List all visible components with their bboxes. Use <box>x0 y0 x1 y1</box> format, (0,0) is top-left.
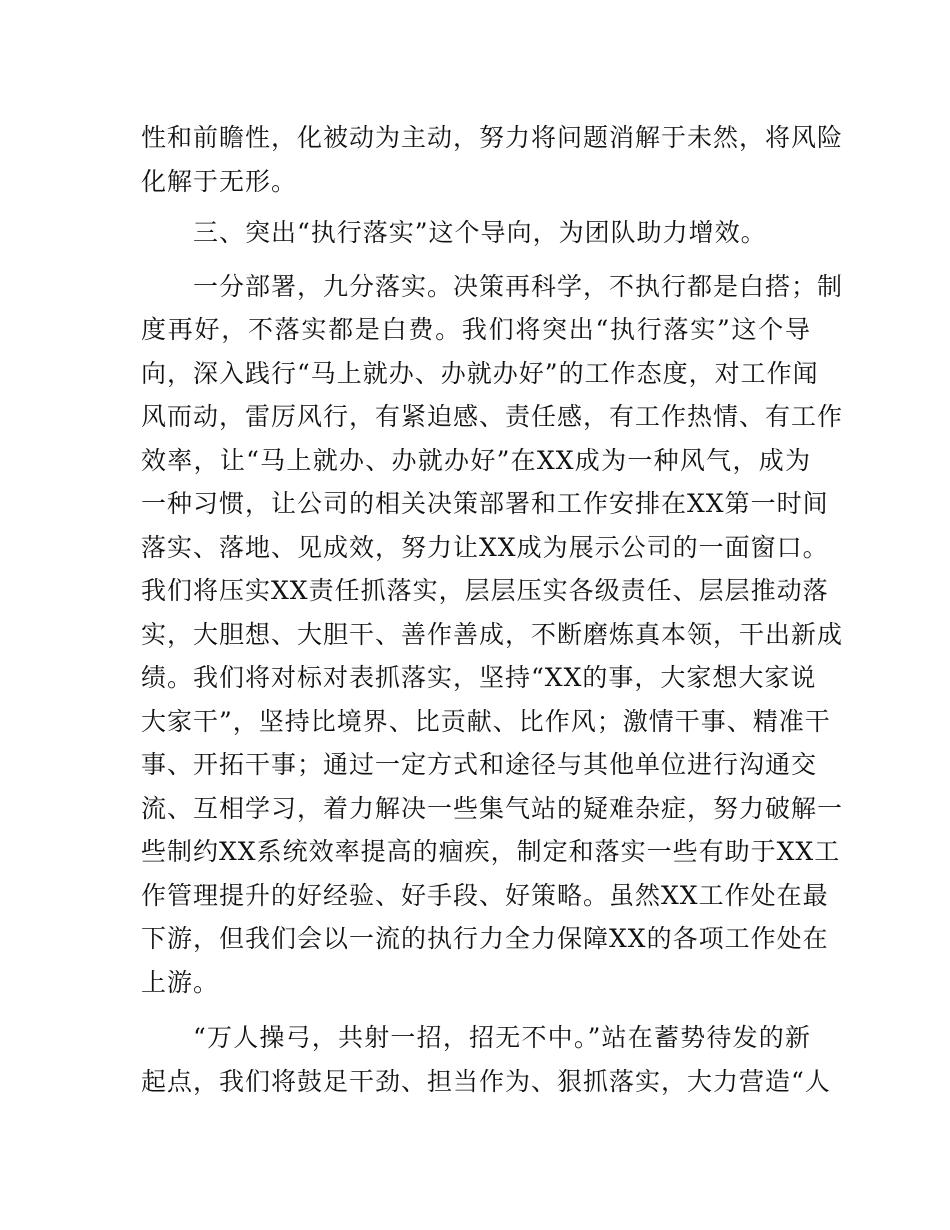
text-line: 事、开拓干事；通过一定方式和途径与其他单位进行沟通交 <box>141 750 818 779</box>
text-line: 绩。我们将对标对表抓落实，坚持“XX的事，大家想大家说 <box>141 663 817 692</box>
text-line: 一种习惯，让公司的相关决策部署和工作安排在XX第一时间 <box>141 489 829 518</box>
text-line: 起点，我们将鼓足干劲、担当作为、狠抓落实，大力营造“人 <box>141 1066 831 1096</box>
document-page <box>141 116 844 1103</box>
text-line: 上游。 <box>141 967 220 997</box>
text-line: 性和前瞻性，化被动为主动，努力将问题消解于未然，将风险 <box>141 123 844 152</box>
text-line: 化解于无形。 <box>141 166 298 196</box>
heading-text: 三、突出“执行落实”这个导向，为团队助力增效。 <box>193 218 767 247</box>
text-line: 实，大胆想、大胆干、善作善成，不断磨炼真本领，干出新成 <box>141 619 844 649</box>
text-line: 一分部署，九分落实。决策再科学，不执行都是白搭；制 <box>193 271 844 301</box>
text-line: 流、互相学习，着力解决一些集气站的疑难杂症，努力破解一 <box>141 793 844 823</box>
text-line: 落实、落地、见成效，努力让XX成为展示公司的一面窗口。 <box>141 532 829 562</box>
paragraph-2 <box>141 265 844 1005</box>
paragraph-3 <box>141 1016 831 1103</box>
text-line: 作管理提升的好经验、好手段、好策略。虽然XX工作处在最 <box>141 880 829 910</box>
text-line: 度再好，不落实都是白费。我们将突出“执行落实”这个导 <box>141 315 811 344</box>
text-line: 风而动，雷厉风行，有紧迫感、责任感，有工作热情、有工作 <box>141 402 844 431</box>
text-line: 些制约XX系统效率提高的痼疾，制定和落实一些有助于XX工 <box>141 837 841 866</box>
text-line: 我们将压实XX责任抓落实，层层压实各级责任、层层推动落 <box>141 576 829 605</box>
text-line: 下游，但我们会以一流的执行力全力保障XX的各项工作处在 <box>141 924 829 953</box>
text-line: 大家干”，坚持比境界、比贡献、比作风；激情干事、精准干 <box>141 706 831 736</box>
text-line: 向，深入践行“马上就办、办就办好”的工作态度，对工作闻 <box>141 358 819 388</box>
section-heading-3 <box>141 211 811 255</box>
text-line: “万人操弓，共射一招，招无不中。”站在蓄势待发的新 <box>193 1023 811 1052</box>
paragraph-1 <box>141 116 844 203</box>
text-line: 效率，让“马上就办、办就办好”在XX成为一种风气，成为 <box>141 445 811 475</box>
